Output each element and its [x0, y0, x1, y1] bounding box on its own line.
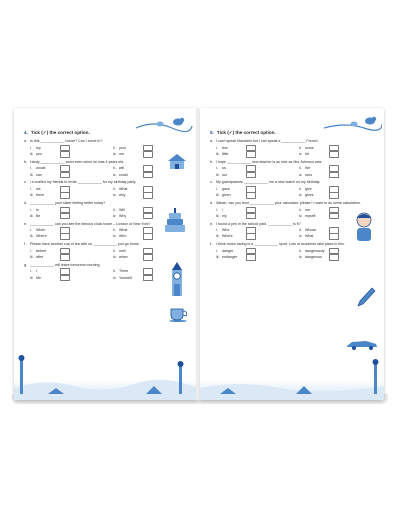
option-numeral: i. — [216, 207, 218, 212]
answer-option[interactable] — [216, 192, 293, 198]
option-word: ours — [305, 172, 312, 177]
right-exercise — [210, 130, 376, 263]
question-list — [210, 139, 376, 260]
option-numeral: iii. — [216, 234, 220, 239]
option-word: Why — [119, 213, 127, 218]
question-text: I think motor racing is a ____________ sport. Lots of accidents take place in this. — [216, 242, 345, 247]
option-numeral: iii. — [30, 193, 34, 198]
option-word: my — [36, 145, 41, 150]
question-item — [210, 139, 376, 157]
option-numeral: i. — [216, 228, 218, 233]
option-word: could — [119, 172, 128, 177]
option-word: can — [36, 172, 42, 177]
question-text-row — [210, 139, 376, 144]
option-word: Yourself — [119, 275, 132, 280]
exercise-heading — [210, 130, 376, 136]
option-word: after — [36, 254, 44, 259]
heading-text: Tick (✓) the correct option. — [216, 130, 276, 135]
question-letter: d. — [24, 201, 27, 206]
option-numeral: iv. — [113, 275, 117, 280]
tick-box[interactable] — [143, 213, 153, 220]
question-letter: a. — [210, 139, 213, 144]
option-grid — [30, 269, 190, 281]
option-numeral: iii. — [216, 213, 220, 218]
tick-box[interactable] — [143, 151, 153, 158]
option-numeral: ii. — [113, 269, 116, 274]
option-word: When — [36, 228, 46, 233]
option-word: we — [36, 186, 41, 191]
option-numeral: iv. — [299, 213, 303, 218]
option-word: Will — [119, 207, 125, 212]
question-text-row — [210, 242, 376, 247]
tick-box[interactable] — [60, 254, 70, 261]
question-text-row — [210, 160, 376, 165]
question-text-row — [24, 180, 190, 185]
option-numeral: iv. — [299, 151, 303, 156]
option-word: What — [305, 234, 314, 239]
question-letter: b. — [210, 159, 213, 164]
answer-option[interactable] — [299, 151, 376, 157]
question-letter: a. — [24, 139, 27, 144]
question-letter: e. — [210, 221, 213, 226]
option-numeral: iv. — [113, 172, 117, 177]
option-word: will — [119, 166, 124, 171]
option-grid — [216, 145, 376, 157]
option-word: give — [305, 186, 312, 191]
answer-option[interactable] — [216, 254, 293, 260]
clock-tower-icon — [168, 262, 186, 296]
answer-option[interactable] — [30, 192, 107, 198]
option-word: Be — [36, 213, 41, 218]
option-numeral: ii. — [299, 248, 302, 253]
option-word: your — [119, 145, 126, 150]
answer-option[interactable] — [216, 172, 293, 178]
option-numeral: ii. — [299, 186, 302, 191]
tick-box[interactable] — [246, 151, 256, 158]
option-numeral: i. — [30, 145, 32, 150]
option-word: when — [119, 254, 128, 259]
tick-box[interactable] — [143, 275, 153, 282]
exercise-number: 5. — [210, 130, 214, 135]
question-text: ____________ will leave tomorrow morning. — [30, 262, 101, 267]
question-text-row — [24, 242, 190, 247]
option-word: danger — [222, 248, 234, 253]
option-word: some — [305, 145, 314, 150]
tick-box[interactable] — [246, 192, 256, 199]
exercise-number: 4. — [24, 130, 28, 135]
question-text: ____________ can you see the famous clock tower – London or New York? — [30, 221, 151, 226]
question-text: Is this ____________ house? Can I come in? — [30, 139, 103, 144]
option-numeral: iv. — [299, 193, 303, 198]
option-numeral: iii. — [30, 172, 34, 177]
tick-box[interactable] — [246, 213, 256, 220]
option-numeral: ii. — [113, 207, 116, 212]
option-numeral: i. — [216, 186, 218, 191]
tick-box[interactable] — [60, 192, 70, 199]
tick-box[interactable] — [60, 213, 70, 220]
option-word: What — [119, 228, 128, 233]
question-letter: g. — [24, 262, 27, 267]
option-numeral: ii. — [113, 248, 116, 253]
tick-box[interactable] — [143, 172, 153, 179]
question-text: Sabah, can you lend ____________ your calculator, please? I want to do some calculation. — [216, 201, 361, 206]
option-word: dangerous — [305, 254, 322, 259]
question-text-row — [24, 139, 190, 144]
option-numeral: iii. — [216, 254, 220, 259]
option-word: our — [222, 172, 228, 177]
house-icon — [166, 152, 188, 170]
option-numeral: iv. — [299, 234, 303, 239]
option-numeral: iv. — [299, 254, 303, 259]
option-word: Where — [36, 234, 47, 239]
tick-box[interactable] — [143, 233, 153, 240]
question-letter: f. — [24, 242, 26, 247]
answer-option[interactable] — [30, 234, 107, 240]
option-word: until — [119, 248, 126, 253]
option-word: Whose — [305, 228, 317, 233]
tick-box[interactable] — [246, 172, 256, 179]
tick-box[interactable] — [60, 151, 70, 158]
tick-box[interactable] — [143, 254, 153, 261]
answer-option[interactable] — [113, 172, 190, 178]
option-word: gives — [305, 193, 314, 198]
option-word: me — [305, 207, 310, 212]
answer-option[interactable] — [30, 213, 107, 219]
exercise-heading — [24, 130, 190, 136]
option-word: few — [222, 145, 228, 150]
tick-box[interactable] — [329, 213, 339, 220]
option-word: would — [36, 166, 46, 171]
option-word: Me — [36, 275, 41, 280]
option-numeral: i. — [216, 166, 218, 171]
option-numeral: iii. — [30, 275, 34, 280]
question-letter: c. — [24, 180, 27, 185]
question-text: My grandparents ____________ me a new watch on my birthday. — [216, 180, 321, 185]
option-numeral: i. — [30, 228, 32, 233]
option-word: before — [36, 248, 47, 253]
question-text: I e-mailed my friends to invite ____________ for my birthday party. — [30, 180, 137, 185]
option-grid — [30, 186, 190, 198]
option-word: We — [305, 166, 311, 171]
option-numeral: iv. — [113, 234, 117, 239]
right-page — [200, 108, 384, 400]
question-text: I found a pen in the school yard. ____________ is it? — [216, 221, 301, 226]
answer-option[interactable] — [113, 234, 190, 240]
option-word: I — [222, 207, 223, 212]
option-numeral: ii. — [299, 166, 302, 171]
option-numeral: ii. — [299, 207, 302, 212]
option-numeral: iii. — [216, 151, 220, 156]
option-numeral: iv. — [113, 151, 117, 156]
question-item — [210, 242, 376, 260]
question-letter: e. — [24, 221, 27, 226]
option-numeral: iv. — [299, 172, 303, 177]
option-numeral: iv. — [113, 254, 117, 259]
pen-icon — [356, 286, 376, 308]
tick-box[interactable] — [246, 233, 256, 240]
tick-box[interactable] — [246, 254, 256, 261]
question-text: Please have another cup of tea with us ____________ you go home. — [30, 242, 140, 247]
question-text-row — [210, 180, 376, 185]
option-word: dangerously — [305, 248, 325, 253]
option-numeral: iii. — [30, 213, 34, 218]
answer-option[interactable] — [216, 151, 293, 157]
tick-box[interactable] — [60, 275, 70, 282]
option-word: little — [222, 151, 229, 156]
answer-option[interactable] — [30, 275, 107, 281]
question-letter: b. — [24, 159, 27, 164]
option-numeral: iii. — [216, 172, 220, 177]
tick-box[interactable] — [329, 233, 339, 240]
option-word: why — [119, 193, 126, 198]
option-numeral: ii. — [299, 145, 302, 150]
option-word: myself — [305, 213, 316, 218]
tick-box[interactable] — [329, 151, 339, 158]
boy-icon — [352, 212, 376, 242]
question-text: I hope ____________ new teacher is as nice as Mrs Johnson was. — [216, 159, 323, 164]
option-numeral: i. — [216, 145, 218, 150]
left-page — [14, 108, 198, 400]
option-numeral: i. — [30, 248, 32, 253]
teacup-icon — [168, 306, 190, 322]
option-numeral: ii. — [299, 228, 302, 233]
question-letter: d. — [210, 201, 213, 206]
option-numeral: i. — [30, 166, 32, 171]
option-word: my — [222, 213, 227, 218]
option-numeral: i. — [30, 186, 32, 191]
option-numeral: i. — [216, 248, 218, 253]
flower-border-icon — [200, 352, 384, 400]
option-word: Who — [119, 234, 127, 239]
option-numeral: iii. — [216, 193, 220, 198]
tick-box[interactable] — [60, 172, 70, 179]
answer-option[interactable] — [113, 254, 190, 260]
question-letter: c. — [210, 180, 213, 185]
option-word: us — [222, 166, 226, 171]
option-word: me — [119, 151, 124, 156]
option-numeral: ii. — [113, 186, 116, 191]
tick-box[interactable] — [143, 192, 153, 199]
answer-option[interactable] — [299, 192, 376, 198]
answer-option[interactable] — [299, 254, 376, 260]
flower-border-icon — [14, 348, 198, 400]
option-numeral: ii. — [113, 228, 116, 233]
option-numeral: i. — [30, 207, 32, 212]
question-text: ____________ your sister feeling better today? — [30, 201, 106, 206]
question-text: Hardy ____________ swim even when he was 4 years old. — [30, 159, 125, 164]
answer-option[interactable] — [30, 151, 107, 157]
tick-box[interactable] — [60, 233, 70, 240]
question-letter: f. — [210, 242, 212, 247]
answer-option[interactable] — [30, 172, 107, 178]
question-text: I can't speak Mandarin but I can speak a ____________ French. — [216, 139, 319, 144]
open-workbook — [12, 108, 388, 408]
option-word: given — [222, 193, 231, 198]
race-car-icon — [346, 338, 378, 350]
option-word: endanger — [222, 254, 238, 259]
option-numeral: ii. — [113, 166, 116, 171]
question-item — [210, 160, 376, 178]
option-word: Where — [222, 234, 233, 239]
option-word: What — [119, 186, 128, 191]
answer-option[interactable] — [113, 192, 190, 198]
question-item — [24, 263, 190, 281]
option-word: Who — [222, 228, 230, 233]
tick-box[interactable] — [329, 172, 339, 179]
option-numeral: iii. — [30, 151, 34, 156]
tick-box[interactable] — [329, 192, 339, 199]
option-word: them — [36, 193, 44, 198]
option-word: Is — [36, 207, 39, 212]
option-grid — [30, 248, 190, 260]
question-text-row — [24, 201, 190, 206]
option-numeral: iii. — [30, 254, 34, 259]
option-word: you — [36, 151, 42, 156]
option-grid — [216, 186, 376, 198]
option-numeral: iii. — [30, 234, 34, 239]
option-numeral: ii. — [113, 145, 116, 150]
question-text-row — [24, 263, 190, 268]
option-numeral: iv. — [113, 213, 117, 218]
answer-option[interactable] — [216, 213, 293, 219]
cake-icon — [164, 208, 186, 234]
option-word: gave — [222, 186, 230, 191]
question-item — [24, 242, 190, 260]
option-numeral: iv. — [113, 193, 117, 198]
question-text-row — [210, 201, 376, 206]
option-grid — [216, 166, 376, 178]
option-word: I — [36, 269, 37, 274]
question-item — [210, 180, 376, 198]
answer-option[interactable] — [216, 234, 293, 240]
heading-text: Tick (✓) the correct option. — [30, 130, 90, 135]
tick-box[interactable] — [329, 254, 339, 261]
option-grid — [216, 248, 376, 260]
option-numeral: i. — [30, 269, 32, 274]
answer-option[interactable] — [30, 254, 107, 260]
option-word: Them — [119, 269, 129, 274]
option-word: bit — [305, 151, 309, 156]
answer-option[interactable] — [299, 172, 376, 178]
question-item — [24, 180, 190, 198]
